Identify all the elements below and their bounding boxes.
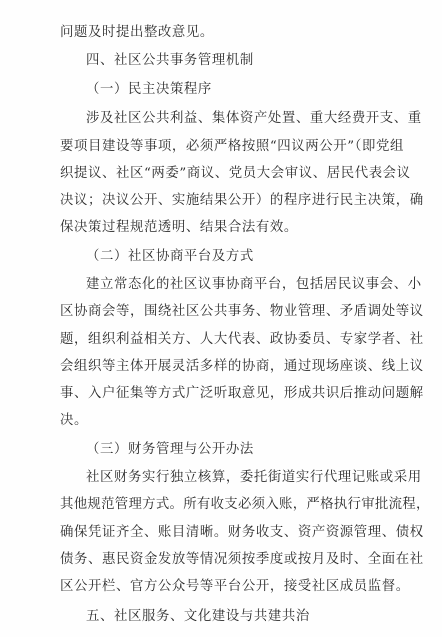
paragraph-line: 涉及社区公共利益、集体资产处置、重大经费开支、重 <box>86 111 422 126</box>
paragraph-line: 题，组织利益相关方、人大代表、政协委员、专家学者、社 <box>60 332 424 347</box>
paragraph-line: 织提议、社区“两委”商议、党员大会审议、居民代表会议 <box>60 166 411 181</box>
paragraph-line: 区协商会等，围绕社区公共事务、物业管理、矛盾调处等议 <box>60 304 424 319</box>
paragraph-line: 社区财务实行独立核算，委托街道实行代理记账或采用 <box>86 470 422 485</box>
section-heading: 四、社区公共事务管理机制 <box>86 53 254 68</box>
paragraph-line: 建立常态化的社区议事协商平台，包括居民议事会、小 <box>86 277 422 292</box>
paragraph-line: 保决策过程规范透明、结果合法有效。 <box>60 220 298 235</box>
paragraph-line: 会组织等主体开展灵活多样的协商，通过现场座谈、线上议 <box>60 359 424 374</box>
section-heading: 五、社区服务、文化建设与共建共治 <box>86 609 310 624</box>
paragraph-line: 区公开栏、官方公众号等平台公开，接受社区成员监督。 <box>60 579 410 594</box>
paragraph-line: 问题及时提出整改意见。 <box>60 25 214 40</box>
paragraph-line: 债务、惠民资金发放等情况须按季度或按月及时、全面在社 <box>60 552 424 567</box>
subsection-heading: （二）社区协商平台及方式 <box>86 249 254 264</box>
subsection-heading: （一）民主决策程序 <box>86 82 212 97</box>
paragraph-line: 决。 <box>60 413 88 428</box>
paragraph-line: 其他规范管理方式。所有收支必须入账，严格执行审批流程， <box>60 497 430 512</box>
subsection-heading: （三）财务管理与公开办法 <box>86 442 254 457</box>
paragraph-line: 决议；决议公开、实施结果公开）的程序进行民主决策，确 <box>60 193 424 208</box>
paragraph-line: 要项目建设等事项，必须严格按照“四议两公开”（即党组 <box>60 139 404 154</box>
paragraph-line: 事、入户征集等方式广泛听取意见，形成共识后推动问题解 <box>60 386 424 401</box>
paragraph-line: 确保凭证齐全、账目清晰。财务收支、资产资源管理、债权 <box>60 525 424 540</box>
